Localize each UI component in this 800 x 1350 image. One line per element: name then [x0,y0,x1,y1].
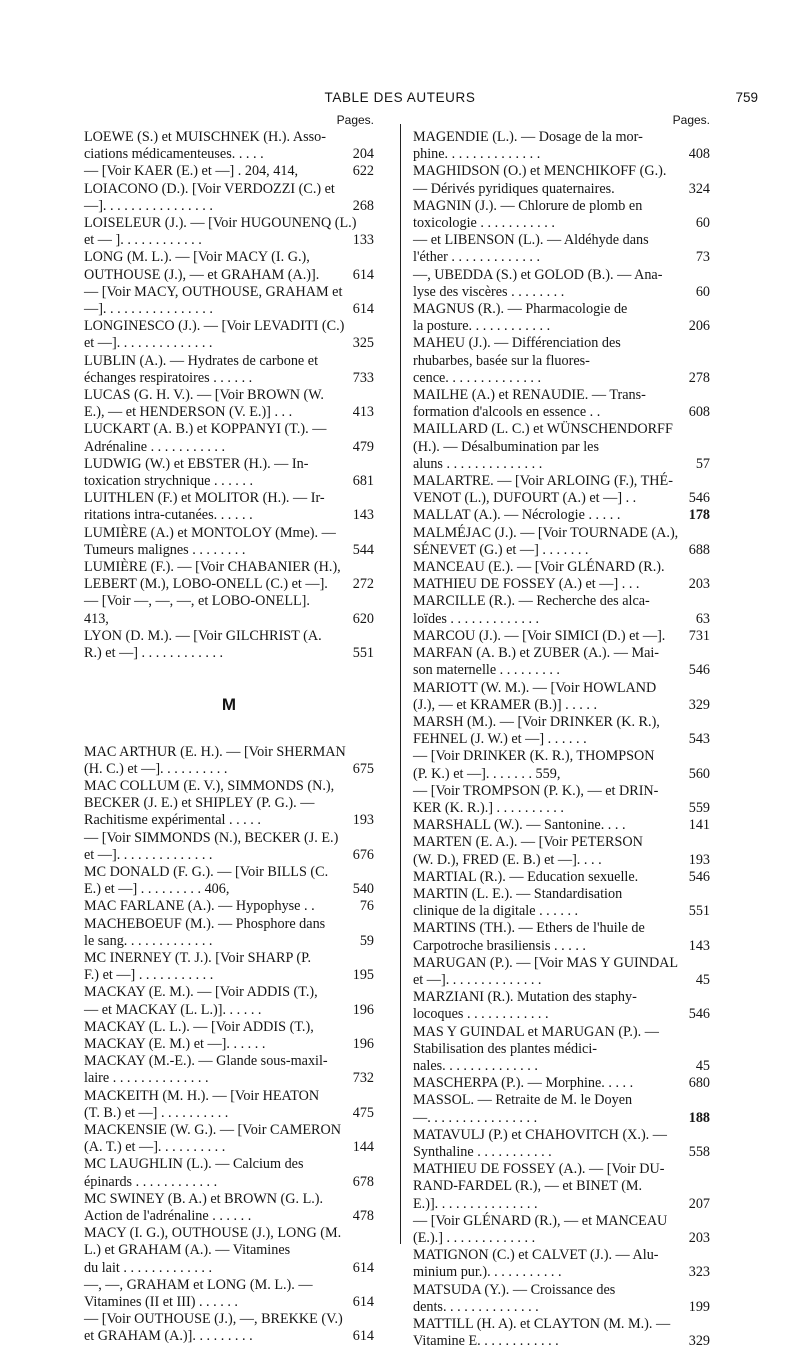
entry-text: LOIACONO (D.). [Voir VERDOZZI (C.) et —]. . . . . . . . . . . . . . . . [84,180,335,214]
entry-page-number: 479 [350,439,374,456]
entry-page-number: 207 [686,1196,710,1213]
index-entry [84,1156,374,1190]
entry-text: MATSUDA (Y.). — Croissance des dents. . . . . . . . . . . . . . [413,1281,616,1315]
index-entry [413,1316,710,1350]
entry-page-number: 203 [686,1230,710,1247]
entry-text: MARIOTT (W. M.). — [Voir HOWLAND (J.), — et KRAMER (B.)] . . . . . [413,679,657,713]
entry-text: — et LIBENSON (L.). — Aldéhyde dans l'éther . . . . . . . . . . . . . [413,232,649,266]
index-entry [413,628,710,645]
entry-text: MACHEBOEUF (M.). — Phosphore dans le sang. . . . . . . . . . . . . [84,915,326,949]
entry-text: MARSHALL (W.). — Santonine. . . . [413,817,626,834]
entry-text: MC DONALD (F. G.). — [Voir BILLS (C. E.) et —] . . . . . . . . . 406, [84,863,329,898]
index-entry [413,198,710,232]
entry-page-number: 546 [686,490,710,507]
entry-page-number: 540 [350,881,374,898]
index-entry [84,1311,374,1345]
entry-page-number: 614 [350,1328,374,1345]
index-entry [413,507,710,524]
entry-page-number: 196 [350,1036,374,1053]
entry-page-number: 732 [350,1070,374,1087]
entry-text: —, UBEDDA (S.) et GOLOD (B.). — Ana- lyse des viscères . . . . . . . . [413,266,663,300]
index-entry [84,1122,374,1156]
entry-page-number: 143 [686,938,710,955]
index-entry [413,559,710,593]
index-entry [84,950,374,984]
entry-text: MAILLARD (L. C.) et WÜNSCHENDORFF (H.). — Désalbumination par les aluns . . . . . . . . . . . . . . [413,421,673,472]
entry-text: MACKAY (M.-E.). — Glande sous-maxil- laire . . . . . . . . . . . . . . [84,1053,328,1087]
entry-text: MARFAN (A. B.) et ZUBER (A.). — Mai- son maternelle . . . . . . . . . [413,645,660,679]
index-entry [84,249,374,283]
entry-text: LUITHLEN (F.) et MOLITOR (H.). — Ir- ritations intra-cutanées. . . . . . [84,490,325,524]
index-entry [413,680,710,714]
index-entry [84,1053,374,1087]
index-entry [84,984,374,1018]
entry-text: MATTILL (H. A). et CLAYTON (M. M.). — Vitamine E. . . . . . . . . . . . [413,1316,671,1350]
index-entry [413,473,710,507]
entry-page-number: 546 [686,662,710,679]
entry-page-number: 203 [686,576,710,593]
index-entry [413,525,710,559]
entry-text: — [Voir MACY, OUTHOUSE, GRAHAM et —]. . . . . . . . . . . . . . . . [84,283,343,318]
entry-page-number: 329 [686,697,710,714]
index-entry [84,559,374,593]
entry-text: MAGNIN (J.). — Chlorure de plomb en toxicologie . . . . . . . . . . . [413,197,643,232]
entry-page-number: 681 [350,473,374,490]
entry-text: MARTIAL (R.). — Education sexuelle. [413,868,639,885]
index-entry [84,456,374,490]
entry-text: LYON (D. M.). — [Voir GILCHRIST (A. R.) et —] . . . . . . . . . . . . [84,627,322,662]
index-entry [413,1092,710,1126]
entry-text: MALARTRE. — [Voir ARLOING (F.), THÉ- VENOT (L.), DUFOURT (A.) et —] . . [413,473,673,507]
entry-text: — [Voir KAER (E.) et —] . 204, 414, [84,163,299,180]
entry-text: MARTIN (L. E.). — Standardisation clinique de la digitale . . . . . . [413,885,623,920]
entry-page-number: 133 [350,232,374,249]
index-entry [413,714,710,748]
index-entry [84,628,374,662]
entry-text: MACKAY (E. M.). — [Voir ADDIS (T.), — et MACKAY (L. L.)]. . . . . . [84,984,318,1018]
entry-text: LOEWE (S.) et MUISCHNEK (H.). Asso- ciations médicamenteuses. . . . . [84,129,326,163]
entry-text: MATHIEU DE FOSSEY (A.). — [Voir DU- RAND-FARDEL (R.), — et BINET (M. E.)]. . . . . . . . . . . . . . . [413,1161,665,1212]
index-entry [413,834,710,868]
entry-page-number: 675 [350,761,374,778]
entry-page-number: 678 [350,1174,374,1191]
entry-page-number: 324 [686,181,710,198]
entry-text: MACKAY (L. L.). — [Voir ADDIS (T.), MACKAY (E. M.) et —]. . . . . . [84,1018,314,1052]
index-entry [413,886,710,920]
entry-text: MARZIANI (R.). Mutation des staphy- locoques . . . . . . . . . . . . [413,989,637,1023]
entry-page-number: 688 [686,542,710,559]
entry-page-number: 323 [686,1264,710,1281]
entry-page-number: 206 [686,318,710,335]
index-entry [413,1213,710,1247]
entry-page-number: 199 [686,1299,710,1316]
entry-page-number: 413 [350,404,374,421]
entry-text: LONGINESCO (J.). — [Voir LEVADITI (C.) et —]. . . . . . . . . . . . . . [84,318,345,352]
index-entry [413,1247,710,1281]
entry-text: LUDWIG (W.) et EBSTER (H.). — In- toxication strychnique . . . . . . [84,455,309,490]
entry-text: MC INERNEY (T. J.). [Voir SHARP (P. F.) et —] . . . . . . . . . . . [84,949,312,984]
index-entry [413,955,710,989]
index-entry [413,1024,710,1076]
index-entry [84,1277,374,1311]
index-entry [413,301,710,335]
entry-page-number: 141 [686,817,710,834]
entry-page-number: 614 [350,267,374,284]
entry-text: MARSH (M.). — [Voir DRINKER (K. R.), FEHNEL (J. W.) et —] . . . . . . [413,713,660,748]
entry-text: MANCEAU (E.). — [Voir GLÉNARD (R.). MATHIEU DE FOSSEY (A.) et —] . . . [413,559,665,593]
entry-page-number: 731 [686,628,710,645]
entry-page-number: 551 [686,903,710,920]
entry-page-number: 608 [686,404,710,421]
entry-text: LUMIÈRE (A.) et MONTOLOY (Mme). — Tumeurs malignes . . . . . . . . [84,524,336,558]
entry-page-number: 196 [350,1002,374,1019]
index-entry [84,490,374,524]
entry-page-number: 76 [357,898,374,915]
index-entry [413,989,710,1023]
entry-text: MAC COLLUM (E. V.), SIMMONDS (N.), BECKER (J. E.) et SHIPLEY (P. G.). — Rachitisme expérimental . . . . . [84,777,335,829]
entry-page-number: 546 [686,869,710,886]
entry-text: MAGENDIE (L.). — Dosage de la mor- phine. . . . . . . . . . . . . . [413,129,643,163]
index-entry [413,645,710,679]
index-entry [413,163,710,197]
column-divider [400,124,401,1244]
entry-page-number: 45 [693,972,710,989]
entry-page-number: 60 [693,284,710,301]
entry-text: MACKENSIE (W. G.). — [Voir CAMERON (A. T.) et —]. . . . . . . . . . [84,1121,341,1156]
index-entry [413,1075,710,1092]
page-number: 759 [735,90,758,105]
entry-page-number: 144 [350,1139,374,1156]
index-entry [84,163,374,180]
entry-text: MASSOL. — Retraite de M. le Doyen —. . . . . . . . . . . . . . . . [413,1092,633,1126]
pages-label: Pages. [672,113,710,127]
index-entry [84,284,374,318]
entry-text: MAC FARLANE (A.). — Hypophyse . . [84,898,315,915]
index-list [413,129,710,1350]
index-entry [413,869,710,886]
entry-page-number: 560 [686,766,710,783]
left-column [84,112,374,1346]
entry-page-number: 63 [693,611,710,628]
index-entry [84,864,374,898]
entry-text: MARCILLE (R.). — Recherche des alca- loïdes . . . . . . . . . . . . . [413,593,650,627]
entry-page-number: 272 [350,576,374,593]
entry-text: — [Voir SIMMONDS (N.), BECKER (J. E.) et —]. . . . . . . . . . . . . . [84,829,339,863]
index-entry [413,1127,710,1161]
entry-text: MC LAUGHLIN (L.). — Calcium des épinards . . . . . . . . . . . . [84,1156,304,1190]
entry-text: — [Voir DRINKER (K. R.), THOMPSON (P. K.) et —]. . . . . . . 559, [413,748,655,782]
entry-page-number: 204 [350,146,374,163]
entry-page-number: 622 [350,163,374,180]
entry-text: MALLAT (A.). — Nécrologie . . . . . [413,507,621,524]
entry-page-number: 60 [693,215,710,232]
entry-text: MALMÉJAC (J.). — [Voir TOURNADE (A.), SÉNEVET (G.) et —] . . . . . . . [413,524,679,558]
section-letter: M [221,695,237,715]
index-entry [413,335,710,387]
index-entry [84,593,374,627]
entry-text: MAS Y GUINDAL et MARUGAN (P.). — Stabilisation des plantes médici- nales. . . . . . . . . . . . . . [413,1023,659,1074]
entry-text: — [Voir OUTHOUSE (J.), —, BREKKE (V.) et GRAHAM (A.)]. . . . . . . . . [84,1311,343,1345]
entry-page-number: 558 [686,1144,710,1161]
entry-page-number: 614 [350,1260,374,1277]
entry-text: MAILHE (A.) et RENAUDIE. — Trans- formation d'alcools en essence . . [413,387,646,421]
entry-text: MACKEITH (M. H.). — [Voir HEATON (T. B.) et —] . . . . . . . . . . [84,1087,320,1121]
entry-text: — [Voir —, —, —, et LOBO-ONELL]. 413, [84,593,310,627]
index-entry [413,593,710,627]
entry-page-number: 546 [686,1006,710,1023]
entry-page-number: 143 [350,507,374,524]
entry-page-number: 408 [686,146,710,163]
index-entry [84,129,374,163]
entry-text: MATIGNON (C.) et CALVET (J.). — Alu- minium pur.). . . . . . . . . . . [413,1247,659,1281]
entry-page-number: 478 [350,1208,374,1225]
index-entry [413,783,710,817]
entry-text: MASCHERPA (P.). — Morphine. . . . . [413,1075,634,1092]
entry-text: MARUGAN (P.). — [Voir MAS Y GUINDAL et —]. . . . . . . . . . . . . . [413,954,679,988]
index-entry [84,778,374,830]
index-entry [84,181,374,215]
index-list [84,744,374,1346]
entry-text: LONG (M. L.). — [Voir MACY (I. G.), OUTHOUSE (J.), — et GRAHAM (A.)]. [84,249,320,283]
index-entry [84,421,374,455]
index-entry [84,916,374,950]
index-entry [84,830,374,864]
index-entry [84,353,374,387]
index-entry [84,898,374,915]
entry-page-number: 188 [686,1110,710,1127]
index-entry [84,525,374,559]
entry-page-number: 59 [357,933,374,950]
entry-text: MARTINS (TH.). — Ethers de l'huile de Carpotroche brasiliensis . . . . . [413,920,645,954]
entry-text: LOISELEUR (J.). — [Voir HUGOUNENQ (L.) et — ]. . . . . . . . . . . . [84,215,357,249]
entry-text: — [Voir TROMPSON (P. K.), — et DRIN- KER (K. R.).] . . . . . . . . . . [413,782,659,816]
index-entry [413,1282,710,1316]
entry-text: LUMIÈRE (F.). — [Voir CHABANIER (H.), LEBERT (M.), LOBO-ONELL (C.) et —]. [84,559,341,593]
entry-text: MATAVULJ (P.) et CHAHOVITCH (X.). — Synthaline . . . . . . . . . . . [413,1126,667,1160]
entry-text: LUBLIN (A.). — Hydrates de carbone et échanges respiratoires . . . . . . [84,352,319,386]
index-list [84,129,374,662]
entry-text: MAGNUS (R.). — Pharmacologie de la posture. . . . . . . . . . . . [413,301,628,335]
entry-page-number: 614 [350,301,374,318]
index-entry [413,920,710,954]
index-entry [84,1088,374,1122]
entry-page-number: 543 [686,731,710,748]
entry-page-number: 325 [350,335,374,352]
entry-page-number: 676 [350,847,374,864]
entry-page-number: 733 [350,370,374,387]
entry-text: MAHEU (J.). — Différenciation des rhubarbes, basée sur la fluores- cence. . . . . . . . . . . . . . [413,335,621,386]
entry-page-number: 614 [350,1294,374,1311]
index-entry [84,1019,374,1053]
entry-page-number: 544 [350,542,374,559]
entry-page-number: 551 [350,645,374,662]
index-entry [84,387,374,421]
entry-page-number: 193 [350,812,374,829]
entry-page-number: 329 [686,1333,710,1350]
index-entry [84,1225,374,1277]
entry-page-number: 73 [693,249,710,266]
entry-text: —, —, GRAHAM et LONG (M. L.). — Vitamines (II et III) . . . . . . [84,1276,313,1310]
entry-page-number: 193 [686,852,710,869]
index-entry [84,1191,374,1225]
index-entry [413,267,710,301]
entry-page-number: 268 [350,198,374,215]
entry-page-number: 559 [686,800,710,817]
page-title: TABLE DES AUTEURS [324,90,476,105]
entry-text: MAC ARTHUR (E. H.). — [Voir SHERMAN (H. C.) et —]. . . . . . . . . . [84,743,346,777]
index-entry [84,318,374,352]
entry-page-number: 45 [693,1058,710,1075]
pages-label: Pages. [336,113,374,127]
index-entry [413,232,710,266]
entry-text: LUCAS (G. H. V.). — [Voir BROWN (W. E.), — et HENDERSON (V. E.)] . . . [84,387,324,421]
entry-page-number: 620 [350,611,374,628]
index-entry [413,748,710,782]
index-entry [413,817,710,834]
entry-page-number: 680 [686,1075,710,1092]
entry-text: MC SWINEY (B. A.) et BROWN (G. L.). Action de l'adrénaline . . . . . . [84,1190,324,1224]
entry-page-number: 278 [686,370,710,387]
entry-text: MACY (I. G.), OUTHOUSE (J.), LONG (M. L.) et GRAHAM (A.). — Vitamines du lait . . . . . . . . . . . . . [84,1225,342,1276]
entry-page-number: 195 [350,967,374,984]
entry-page-number: 475 [350,1105,374,1122]
index-entry [84,215,374,249]
entry-page-number: 57 [693,456,710,473]
index-entry [413,387,710,421]
entry-text: MARCOU (J.). — [Voir SIMICI (D.) et —]. [413,627,666,644]
entry-text: MAGHIDSON (O.) et MENCHIKOFF (G.). — Dérivés pyridiques quaternaires. [413,163,667,197]
index-entry [413,1161,710,1213]
index-entry [413,421,710,473]
index-entry [84,744,374,778]
entry-text: MARTEN (E. A.). — [Voir PETERSON (W. D.), FRED (E. B.) et —]. . . . [413,834,643,868]
index-entry [413,129,710,163]
entry-page-number: 178 [686,507,710,524]
right-column [413,112,710,1350]
entry-text: LUCKART (A. B.) et KOPPANYI (T.). — Adrénaline . . . . . . . . . . . [84,421,327,455]
entry-text: — [Voir GLÉNARD (R.), — et MANCEAU (E.).] . . . . . . . . . . . . . [413,1212,668,1246]
